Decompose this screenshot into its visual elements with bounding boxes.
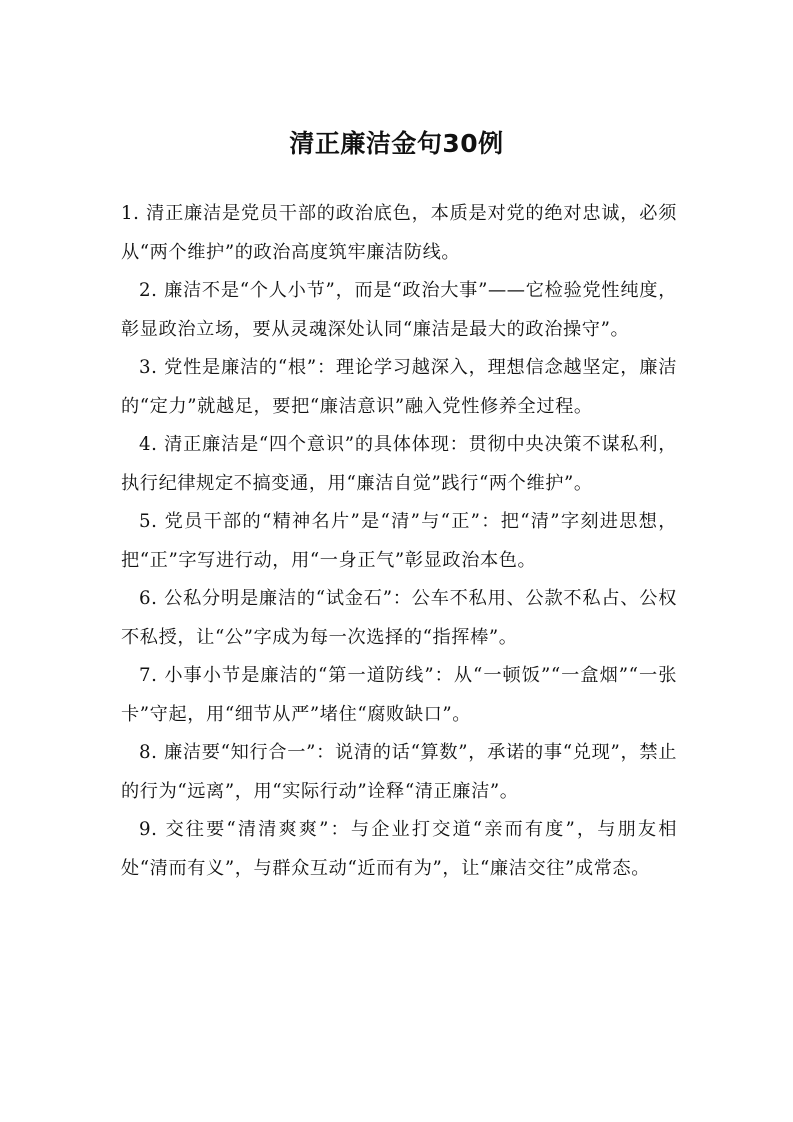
paragraph-8: 8. 廉洁要“知行合一”：说清的话“算数”，承诺的事“兑现”，禁止的行为“远离”，用“实际行动”诠释“清正廉洁”。	[121, 742, 677, 802]
paragraph-6: 6. 公私分明是廉洁的“试金石”：公车不私用、公款不私占、公权不私授，让“公”字成为每一次选择的“指挥棒”。	[121, 588, 677, 648]
paragraph-5: 5. 党员干部的“精神名片”是“清”与“正”：把“清”字刻进思想，把“正”字写进行动，用“一身正气”彰显政治本色。	[121, 511, 677, 571]
paragraph-2: 2. 廉洁不是“个人小节”，而是“政治大事”——它检验党性纯度，彰显政治立场，要从灵魂深处认同“廉洁是最大的政治操守”。	[121, 280, 677, 340]
paragraph-1: 1. 清正廉洁是党员干部的政治底色，本质是对党的绝对忠诚，必须从“两个维护”的政治高度筑牢廉洁防线。	[121, 203, 677, 263]
page-title: 清正廉洁金句30例	[289, 129, 504, 158]
document-body	[121, 195, 677, 888]
paragraph-4: 4. 清正廉洁是“四个意识”的具体体现：贯彻中央决策不谋私利，执行纪律规定不搞变通，用“廉洁自觉”践行“两个维护”。	[121, 434, 677, 494]
paragraph-3: 3. 党性是廉洁的“根”：理论学习越深入，理想信念越坚定，廉洁的“定力”就越足，要把“廉洁意识”融入党性修养全过程。	[121, 357, 677, 417]
paragraph-9: 9. 交往要“清清爽爽”：与企业打交道“亲而有度”，与朋友相处“清而有义”，与群众互动“近而有为”，让“廉洁交往”成常态。	[121, 819, 677, 879]
paragraph-7: 7. 小事小节是廉洁的“第一道防线”：从“一顿饭”“一盒烟”“一张卡”守起，用“细节从严”堵住“腐败缺口”。	[121, 665, 677, 725]
